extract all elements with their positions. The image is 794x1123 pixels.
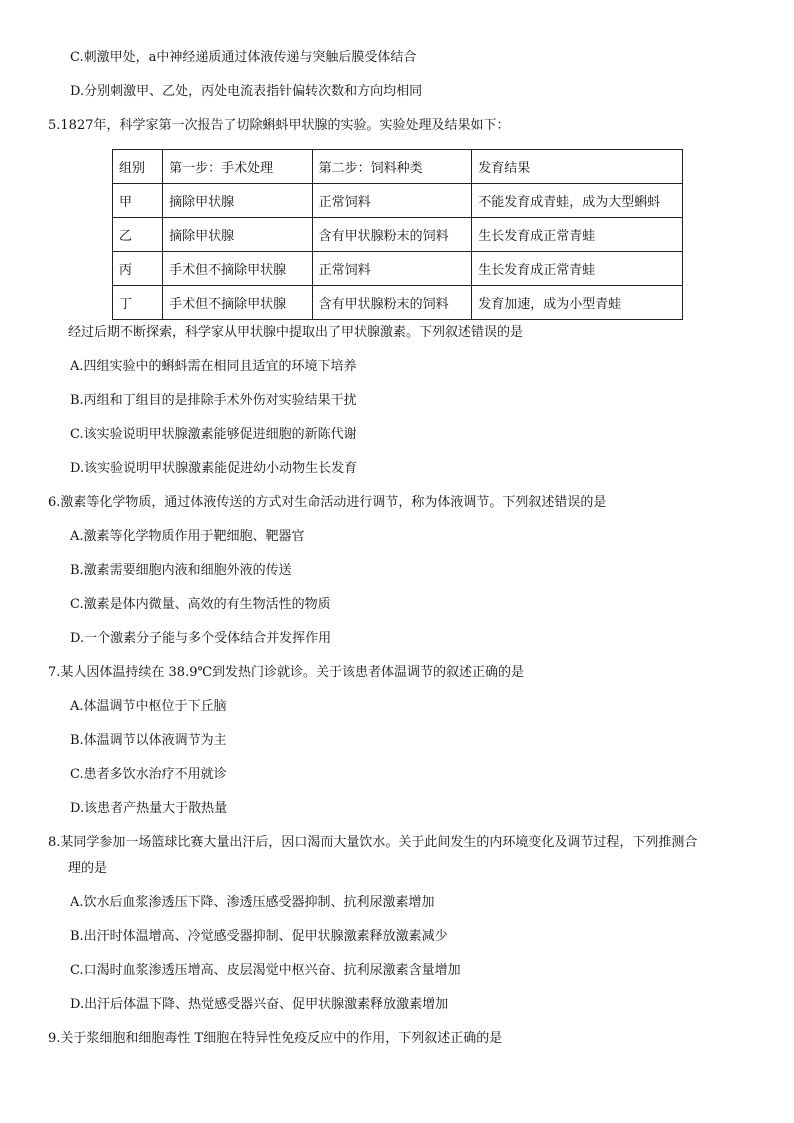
table-cell: 手术但不摘除甲状腺 xyxy=(163,286,312,320)
table-header-cell: 第二步：饲料种类 xyxy=(312,150,472,184)
q9-stem: 9.关于浆细胞和细胞毒性 T细胞在特异性免疫反应中的作用，下列叙述正确的是 xyxy=(48,1031,503,1046)
q8-stem-continuation: 理的是 xyxy=(68,861,108,876)
q8-stem: 8.某同学参加一场篮球比赛大量出汗后，因口渴而大量饮水。关于此间发生的内环境变化及调节过程，下列推测合 xyxy=(48,835,698,850)
q6-option-a: A.激素等化学物质作用于靶细胞、靶器官 xyxy=(70,529,305,544)
q5-question: 经过后期不断探索，科学家从甲状腺中提取出了甲状腺激素。下列叙述错误的是 xyxy=(68,325,524,340)
table-header-cell: 发育结果 xyxy=(472,150,683,184)
table-row xyxy=(113,184,683,218)
table-cell: 甲 xyxy=(113,184,163,218)
q5-option-d: D.该实验说明甲状腺激素能促进幼小动物生长发育 xyxy=(70,461,358,476)
q6-option-c: C.激素是体内微量、高效的有生物活性的物质 xyxy=(70,597,331,612)
table-cell: 含有甲状腺粉末的饲料 xyxy=(312,218,472,252)
table-cell: 发育加速，成为小型青蛙 xyxy=(472,286,683,320)
q7-option-d: D.该患者产热量大于散热量 xyxy=(70,801,228,816)
q8-option-d: D.出汗后体温下降、热觉感受器兴奋、促甲状腺激素释放激素增加 xyxy=(70,997,449,1012)
table-cell: 乙 xyxy=(113,218,163,252)
q6-option-d: D.一个激素分子能与多个受体结合并发挥作用 xyxy=(70,631,332,646)
q5-option-a: A.四组实验中的蝌蚪需在相同且适宜的环境下培养 xyxy=(70,359,357,374)
table-header-row xyxy=(113,150,683,184)
q4-option-c: C.刺激甲处，a中神经递质通过体液传递与突触后膜受体结合 xyxy=(70,50,417,65)
table-cell: 摘除甲状腺 xyxy=(163,218,312,252)
table-row xyxy=(113,286,683,320)
q6-stem: 6.激素等化学物质，通过体液传送的方式对生命活动进行调节，称为体液调节。下列叙述错误的是 xyxy=(48,495,607,510)
table-cell: 正常饲料 xyxy=(312,184,472,218)
q8-option-a: A.饮水后血浆渗透压下降、渗透压感受器抑制、抗利尿激素增加 xyxy=(70,895,435,910)
table-cell: 摘除甲状腺 xyxy=(163,184,312,218)
q6-option-b: B.激素需要细胞内液和细胞外液的传送 xyxy=(70,563,292,578)
q5-option-c: C.该实验说明甲状腺激素能够促进细胞的新陈代谢 xyxy=(70,427,357,442)
q5-option-b: B.丙组和丁组目的是排除手术外伤对实验结果干扰 xyxy=(70,393,357,408)
table-cell: 生长发育成正常青蛙 xyxy=(472,252,683,286)
experiment-table xyxy=(112,149,683,320)
q8-option-c: C.口渴时血浆渗透压增高、皮层渴觉中枢兴奋、抗利尿激素含量增加 xyxy=(70,963,461,978)
q7-option-a: A.体温调节中枢位于下丘脑 xyxy=(70,699,227,714)
table-cell: 正常饲料 xyxy=(312,252,472,286)
table-cell: 丁 xyxy=(113,286,163,320)
table-row xyxy=(113,218,683,252)
q7-option-b: B.体温调节以体液调节为主 xyxy=(70,733,227,748)
q7-stem: 7.某人因体温持续在 38.9℃到发热门诊就诊。关于该患者体温调节的叙述正确的是 xyxy=(48,665,525,680)
table-cell: 手术但不摘除甲状腺 xyxy=(163,252,312,286)
q7-option-c: C.患者多饮水治疗不用就诊 xyxy=(70,767,227,782)
table-header-cell: 组别 xyxy=(113,150,163,184)
table-cell: 含有甲状腺粉末的饲料 xyxy=(312,286,472,320)
table-cell: 丙 xyxy=(113,252,163,286)
q5-stem: 5.1827年，科学家第一次报告了切除蝌蚪甲状腺的实验。实验处理及结果如下： xyxy=(48,118,510,133)
table-cell: 不能发育成青蛙，成为大型蝌蚪 xyxy=(472,184,683,218)
table-cell: 生长发育成正常青蛙 xyxy=(472,218,683,252)
table-row xyxy=(113,252,683,286)
q8-option-b: B.出汗时体温增高、冷觉感受器抑制、促甲状腺激素释放激素减少 xyxy=(70,929,448,944)
q4-option-d: D.分别刺激甲、乙处，丙处电流表指针偏转次数和方向均相同 xyxy=(70,84,423,99)
table-header-cell: 第一步：手术处理 xyxy=(163,150,312,184)
